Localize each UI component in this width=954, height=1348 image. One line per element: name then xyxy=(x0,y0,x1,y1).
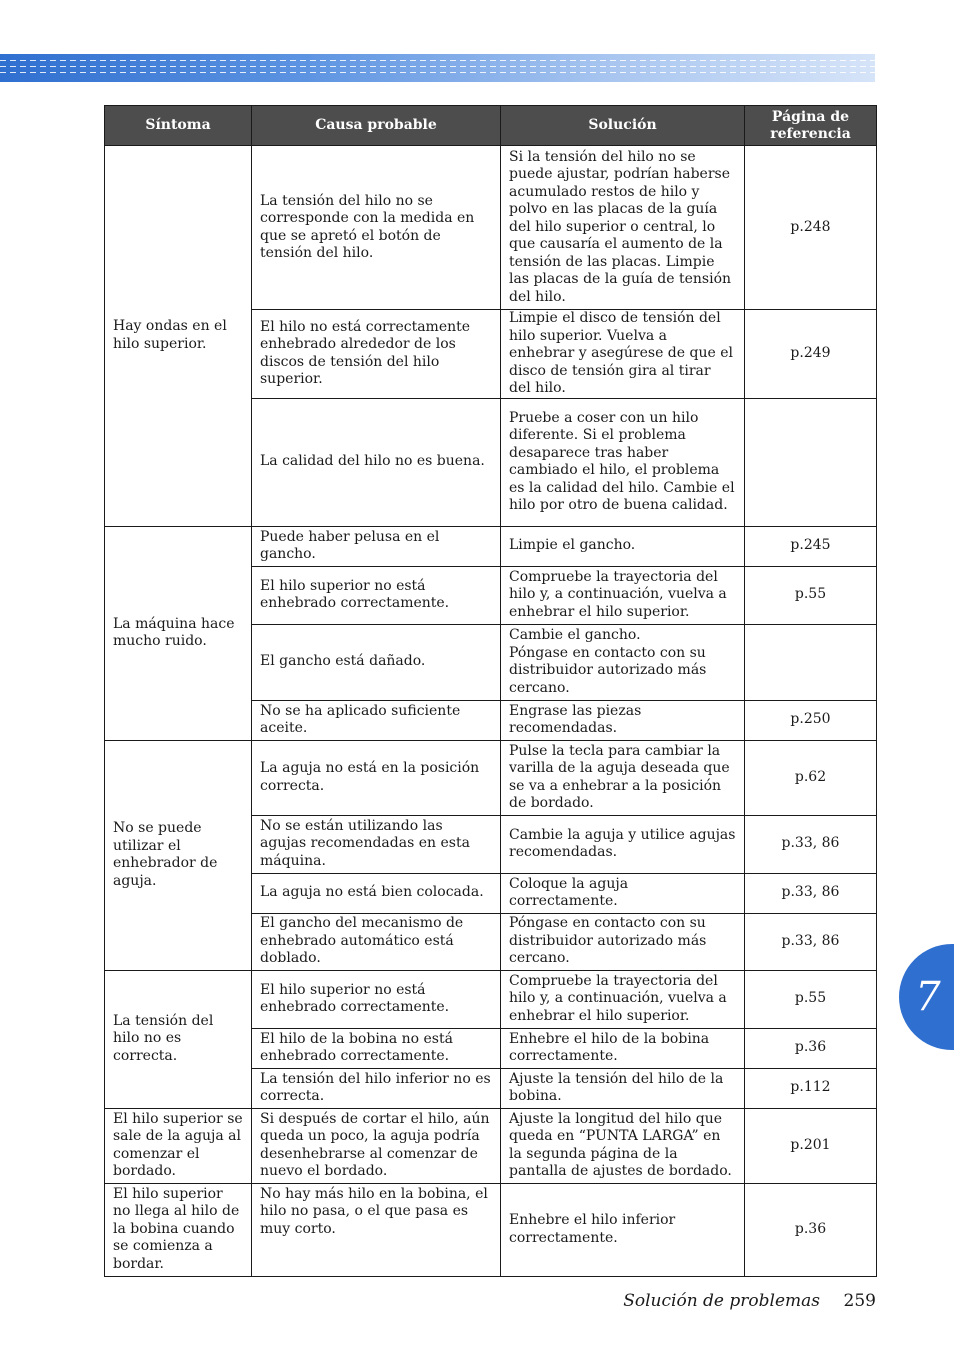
solution-cell: Cambie la aguja y utilice agujas recomendadas. xyxy=(501,815,745,873)
solution-cell: Cambie el gancho. Póngase en contacto con su distribuidor autorizado más cercano. xyxy=(501,624,745,700)
column-header-reference-page: Página de referencia xyxy=(745,106,877,146)
cause-cell: La tensión del hilo inferior no es correcta. xyxy=(252,1068,501,1108)
cause-cell: La calidad del hilo no es buena. xyxy=(252,398,501,526)
symptom-cell: La máquina hace mucho ruido. xyxy=(105,526,252,740)
solution-cell: Limpie el gancho. xyxy=(501,526,745,566)
cause-cell: La aguja no está en la posición correcta. xyxy=(252,740,501,815)
reference-page-cell: p.55 xyxy=(745,566,877,624)
footer-section-title: Solución de problemas xyxy=(623,1291,820,1311)
cause-cell: No se están utilizando las agujas recomendadas en esta máquina. xyxy=(252,815,501,873)
troubleshooting-table xyxy=(104,105,877,1277)
cause-cell: La aguja no está bien colocada. xyxy=(252,873,501,913)
symptom-cell: Hay ondas en el hilo superior. xyxy=(105,146,252,527)
solution-cell: Ajuste la tensión del hilo de la bobina. xyxy=(501,1068,745,1108)
solution-cell: Engrase las piezas recomendadas. xyxy=(501,700,745,740)
solution-cell: Compruebe la trayectoria del hilo y, a continuación, vuelva a enhebrar el hilo superior. xyxy=(501,970,745,1028)
table-header-row xyxy=(105,106,877,146)
reference-page-cell: p.33, 86 xyxy=(745,815,877,873)
reference-page-cell: p.36 xyxy=(745,1028,877,1068)
cause-cell: El gancho está dañado. xyxy=(252,624,501,700)
reference-page-cell: p.249 xyxy=(745,310,877,399)
reference-page-cell: p.33, 86 xyxy=(745,913,877,970)
header-band xyxy=(0,54,875,82)
reference-page-cell: p.112 xyxy=(745,1068,877,1108)
table-row xyxy=(105,1108,877,1183)
solution-cell: Si la tensión del hilo no se puede ajustar, podrían haberse acumulado restos de hilo y polvo en las placas de la guía del hilo superior o central, lo que causaría el aumento de la tensión de las placas. Limpie las placas de la guía de tensión del hilo. xyxy=(501,146,745,310)
symptom-cell: No se puede utilizar el enhebrador de aguja. xyxy=(105,740,252,970)
reference-page-cell: p.55 xyxy=(745,970,877,1028)
header-band-stripe xyxy=(0,66,875,67)
table-row xyxy=(105,970,877,1028)
cause-cell: El hilo de la bobina no está enhebrado correctamente. xyxy=(252,1028,501,1068)
solution-cell: Enhebre el hilo inferior correctamente. xyxy=(501,1183,745,1276)
reference-page-cell: p.245 xyxy=(745,526,877,566)
reference-page-cell: p.250 xyxy=(745,700,877,740)
cause-cell: El gancho del mecanismo de enhebrado automático está doblado. xyxy=(252,913,501,970)
cause-cell: La tensión del hilo no se corresponde con la medida en que se apretó el botón de tensión del hilo. xyxy=(252,146,501,310)
reference-page-cell xyxy=(745,624,877,700)
cause-cell: Puede haber pelusa en el gancho. xyxy=(252,526,501,566)
column-header-cause: Causa probable xyxy=(252,106,501,146)
header-band-stripe xyxy=(0,60,875,61)
column-header-solution: Solución xyxy=(501,106,745,146)
reference-page-cell xyxy=(745,398,877,526)
cause-cell: Si después de cortar el hilo, aún queda un poco, la aguja podría desenhebrarse al comenzar de nuevo el bordado. xyxy=(252,1108,501,1183)
cause-cell: El hilo superior no está enhebrado correctamente. xyxy=(252,566,501,624)
cause-cell: No hay más hilo en la bobina, el hilo no pasa, o el que pasa es muy corto. xyxy=(252,1183,501,1276)
symptom-cell: La tensión del hilo no es correcta. xyxy=(105,970,252,1108)
cause-cell: El hilo superior no está enhebrado correctamente. xyxy=(252,970,501,1028)
symptom-cell: El hilo superior se sale de la aguja al comenzar el bordado. xyxy=(105,1108,252,1183)
solution-cell: Pruebe a coser con un hilo diferente. Si el problema desaparece tras haber cambiado el hilo, el problema es la calidad del hilo. Cambie el hilo por otro de buena calidad. xyxy=(501,398,745,526)
table-row xyxy=(105,526,877,566)
solution-cell: Pulse la tecla para cambiar la varilla de la aguja deseada que se va a enhebrar a la posición de bordado. xyxy=(501,740,745,815)
table-row xyxy=(105,1183,877,1276)
cause-cell: No se ha aplicado suficiente aceite. xyxy=(252,700,501,740)
chapter-number: 7 xyxy=(915,974,941,1020)
solution-cell: Enhebre el hilo de la bobina correctamente. xyxy=(501,1028,745,1068)
solution-cell: Compruebe la trayectoria del hilo y, a continuación, vuelva a enhebrar el hilo superior. xyxy=(501,566,745,624)
solution-cell: Ajuste la longitud del hilo que queda en “PUNTA LARGA” en la segunda página de la pantalla de ajustes de bordado. xyxy=(501,1108,745,1183)
reference-page-cell: p.36 xyxy=(745,1183,877,1276)
footer-page-number: 259 xyxy=(843,1291,876,1311)
reference-page-cell: p.201 xyxy=(745,1108,877,1183)
solution-cell: Póngase en contacto con su distribuidor autorizado más cercano. xyxy=(501,913,745,970)
column-header-symptom: Síntoma xyxy=(105,106,252,146)
table-row xyxy=(105,740,877,815)
symptom-cell: El hilo superior no llega al hilo de la bobina cuando se comienza a bordar. xyxy=(105,1183,252,1276)
cause-cell: El hilo no está correctamente enhebrado alrededor de los discos de tensión del hilo superior. xyxy=(252,310,501,399)
table-row xyxy=(105,146,877,310)
reference-page-cell: p.62 xyxy=(745,740,877,815)
reference-page-cell: p.248 xyxy=(745,146,877,310)
header-band-stripe xyxy=(0,72,875,73)
solution-cell: Limpie el disco de tensión del hilo superior. Vuelva a enhebrar y asegúrese de que el disco de tensión gira al tirar del hilo. xyxy=(501,310,745,399)
solution-cell: Coloque la aguja correctamente. xyxy=(501,873,745,913)
reference-page-cell: p.33, 86 xyxy=(745,873,877,913)
